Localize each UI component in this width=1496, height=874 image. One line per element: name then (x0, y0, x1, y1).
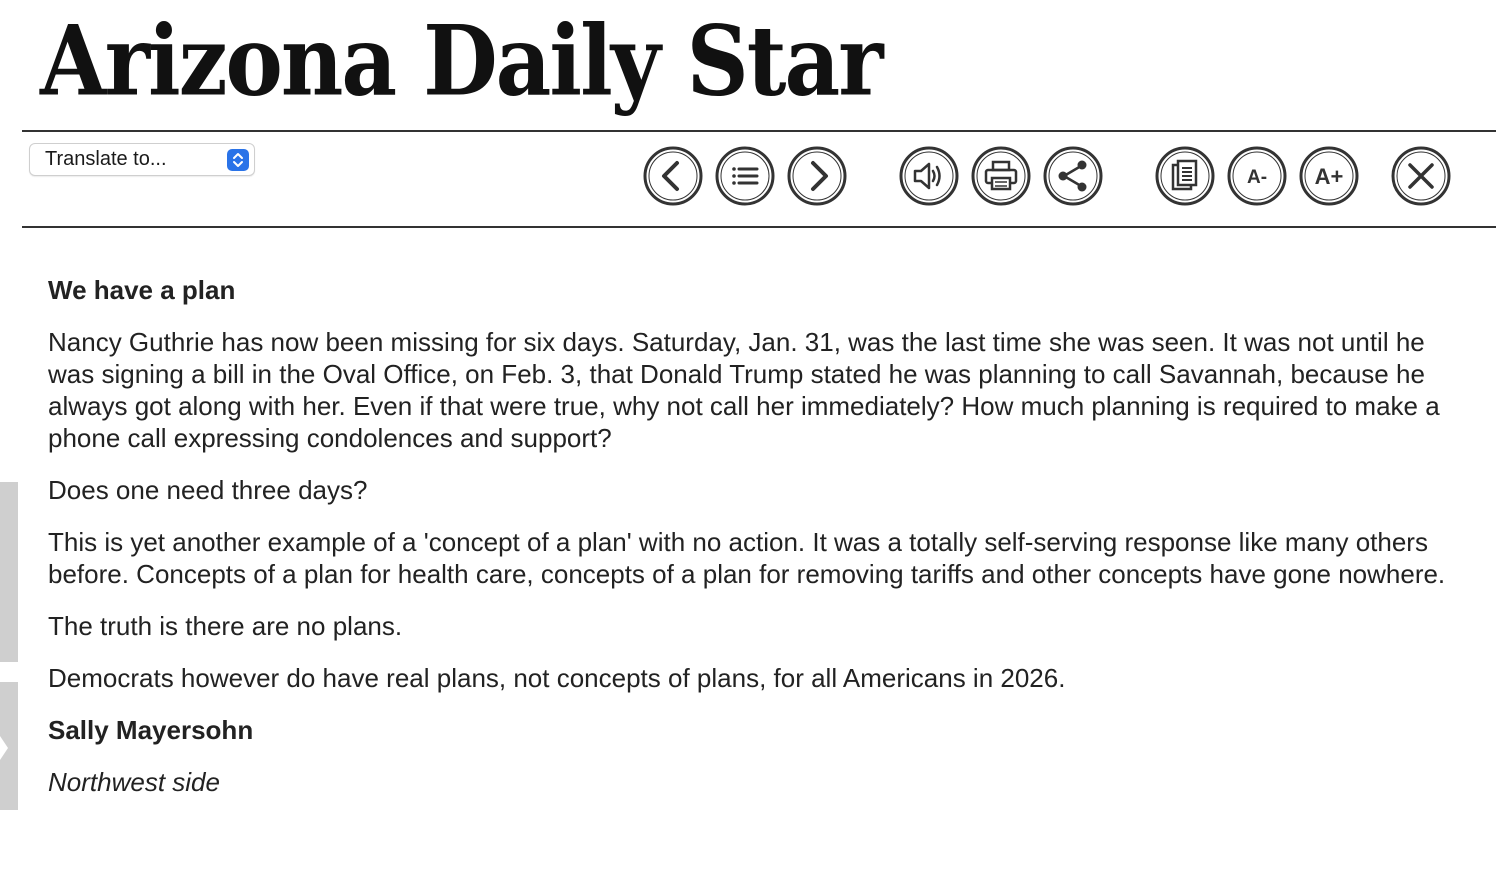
increase-font-label: A+ (1314, 164, 1344, 189)
article-headline: We have a plan (48, 275, 236, 305)
article-paragraph: Does one need three days? (48, 475, 368, 505)
contents-button[interactable] (715, 146, 775, 206)
close-icon (1391, 146, 1451, 206)
print-button[interactable] (971, 146, 1031, 206)
article-paragraph: The truth is there are no plans. (48, 611, 403, 641)
side-panel-tab[interactable] (0, 482, 18, 662)
translate-select-label: Translate to... (45, 148, 167, 170)
select-arrows-icon (227, 149, 249, 171)
next-button[interactable] (787, 146, 847, 206)
header-top-divider (22, 130, 1496, 132)
speaker-icon (899, 146, 959, 206)
article-paragraph: Nancy Guthrie has now been missing for six days. Saturday, Jan. 31, was the last time she was seen. It was not until he was signing a bill in the Oval Office, on Feb. 3, that Donald Trump stated he was planning to call Savannah, because he always got along with her. Even if that were true, why not call her immediately? How much planning is required to make a phone call expressing condolences and support? (48, 327, 1440, 453)
close-button[interactable] (1391, 146, 1451, 206)
page-view-button[interactable] (1155, 146, 1215, 206)
printer-icon (971, 146, 1031, 206)
chevron-left-icon (643, 146, 703, 206)
font-increase-icon (1299, 146, 1359, 206)
decrease-font-button[interactable] (1227, 146, 1287, 206)
translate-select[interactable] (29, 143, 255, 176)
font-decrease-icon (1227, 146, 1287, 206)
masthead-logo: Arizona Daily Star (40, 4, 882, 118)
listen-button[interactable] (899, 146, 959, 206)
author-name: Sally Mayersohn (48, 715, 254, 745)
share-button[interactable] (1043, 146, 1103, 206)
list-icon (715, 146, 775, 206)
author-location: Northwest side (48, 767, 220, 797)
article-paragraph: This is yet another example of a 'concept of a plan' with no action. It was a totally self-serving response like many others before. Concepts of a plan for health care, concepts of a plan for removing tariffs and other concepts have gone nowhere. (48, 527, 1446, 589)
expand-arrow-icon (0, 736, 8, 760)
document-icon (1155, 146, 1215, 206)
previous-button[interactable] (643, 146, 703, 206)
article-paragraph: Democrats however do have real plans, not concepts of plans, for all Americans in 2026. (48, 663, 1066, 693)
decrease-font-label: A- (1246, 167, 1268, 188)
share-icon (1043, 146, 1103, 206)
header-bottom-divider (22, 226, 1496, 228)
article-body (48, 274, 1468, 818)
chevron-right-icon (787, 146, 847, 206)
increase-font-button[interactable] (1299, 146, 1359, 206)
